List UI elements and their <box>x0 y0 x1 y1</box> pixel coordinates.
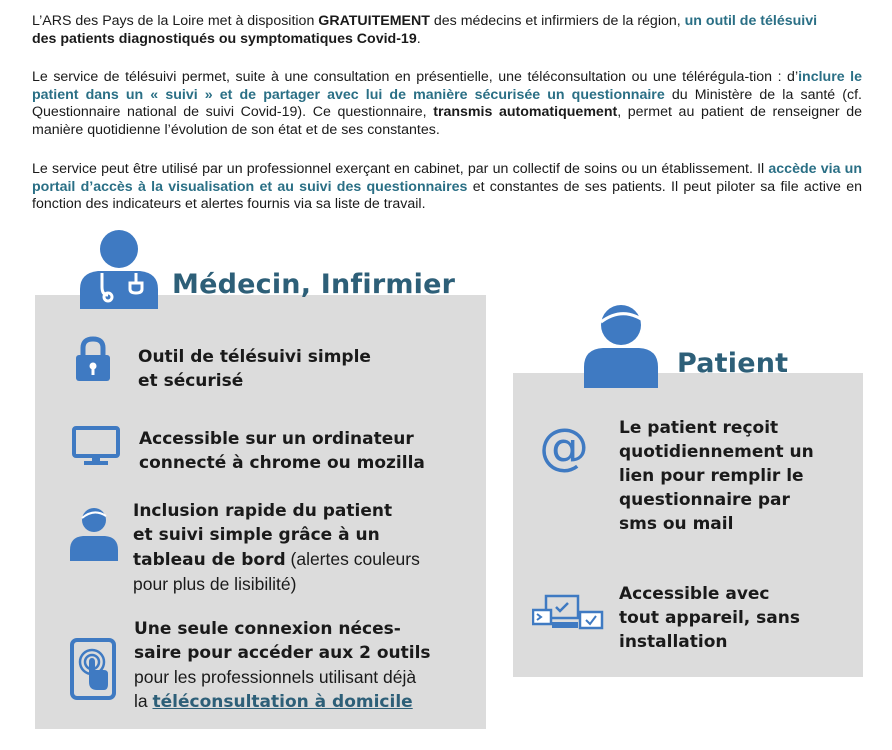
at-icon: @ <box>539 418 589 476</box>
intro-paragraph-3 <box>32 161 862 214</box>
lock-icon <box>75 336 111 382</box>
feature-line: quotidiennement un <box>619 442 814 462</box>
feature-line: pour plus de lisibilité) <box>133 574 297 594</box>
intro-text: L’ARS des Pays de la Loire met à disposition <box>32 13 319 29</box>
intro-text: , permet au patient de renseigner de manière quotidienne l’évolution de son état et de ses constantes. <box>32 104 862 138</box>
feature-line: Une seule connexion néces- <box>134 619 401 639</box>
feature-line: et suivi simple grâce à un <box>133 525 380 545</box>
intro-text: du Ministère de la santé (cf. Questionnaire national de suivi Covid-19). Ce questionnaire, <box>32 86 863 120</box>
feature-line: tout appareil, sans <box>619 608 800 628</box>
intro-text: et constantes de ses patients. Il peut piloter sa file active en fonction des indicateurs et alertes fournis via sa liste de travail. <box>32 178 862 212</box>
patient-feature-1 <box>619 416 814 536</box>
intro-text: . <box>416 30 421 47</box>
intro-text: des médecins et infirmiers de la région, <box>429 13 685 29</box>
intro-highlight: inclure le patient dans un « suivi » et de partager avec lui de manière sécurisée un questionnaire <box>32 69 862 103</box>
intro-text: Le service peut être utilisé par un professionnel exerçant en cabinet, par un collectif de soins ou un établissement. Il <box>32 161 769 177</box>
patient-feature-2 <box>619 582 800 654</box>
medecin-feature-3 <box>133 499 420 596</box>
intro-highlight: accède via un portail d’accès à la visualisation et au suivi des questionnaires <box>32 161 862 195</box>
feature-line: et sécurisé <box>138 371 244 391</box>
devices-icon <box>532 594 604 634</box>
feature-line: Accessible avec <box>619 584 770 604</box>
feature-line: Accessible sur un ordinateur <box>139 429 414 449</box>
patient-title: Patient <box>677 348 789 379</box>
feature-line: sms ou mail <box>619 514 734 534</box>
feature-text: (alertes couleurs <box>285 549 420 569</box>
intro-emphasis: des patients diagnostiqués ou symptomatiques Covid-19 <box>32 30 417 47</box>
feature-line <box>134 689 431 714</box>
intro-paragraph-2 <box>32 69 862 139</box>
feature-line: questionnaire par <box>619 490 790 510</box>
feature-line: saire pour accéder aux 2 outils <box>134 643 431 663</box>
feature-line: pour les professionnels utilisant déjà <box>134 667 417 687</box>
touch-icon <box>70 638 116 700</box>
feature-line: lien pour remplir le <box>619 466 804 486</box>
feature-line: installation <box>619 632 728 652</box>
intro-text: Le service de télésuivi permet, suite à une consultation en présentielle, une téléconsultation ou une télérégula-tion : d’ <box>32 69 799 85</box>
medecin-feature-1 <box>138 345 371 393</box>
intro-emphasis: GRATUITEMENT <box>318 13 430 29</box>
feature-line: connecté à chrome ou mozilla <box>139 453 425 473</box>
monitor-icon <box>72 426 120 466</box>
intro-paragraph-1 <box>32 13 862 48</box>
medecin-feature-4 <box>134 617 431 714</box>
teleconsultation-link[interactable]: téléconsultation à domicile <box>152 692 413 712</box>
feature-bold: tableau de bord <box>133 550 286 570</box>
feature-line: Inclusion rapide du patient <box>133 501 393 521</box>
medecin-feature-2 <box>139 427 425 475</box>
feature-line: Outil de télésuivi simple <box>138 347 371 367</box>
medecin-title: Médecin, Infirmier <box>172 269 456 300</box>
user-icon <box>69 506 119 562</box>
doctor-icon <box>78 229 160 311</box>
intro-highlight: un outil de télésuivi <box>684 13 818 29</box>
patient-icon <box>583 303 659 389</box>
intro-emphasis: transmis automatiquement <box>433 104 618 120</box>
feature-line: Le patient reçoit <box>619 418 779 438</box>
feature-line <box>133 547 420 572</box>
feature-text: la <box>134 691 153 711</box>
